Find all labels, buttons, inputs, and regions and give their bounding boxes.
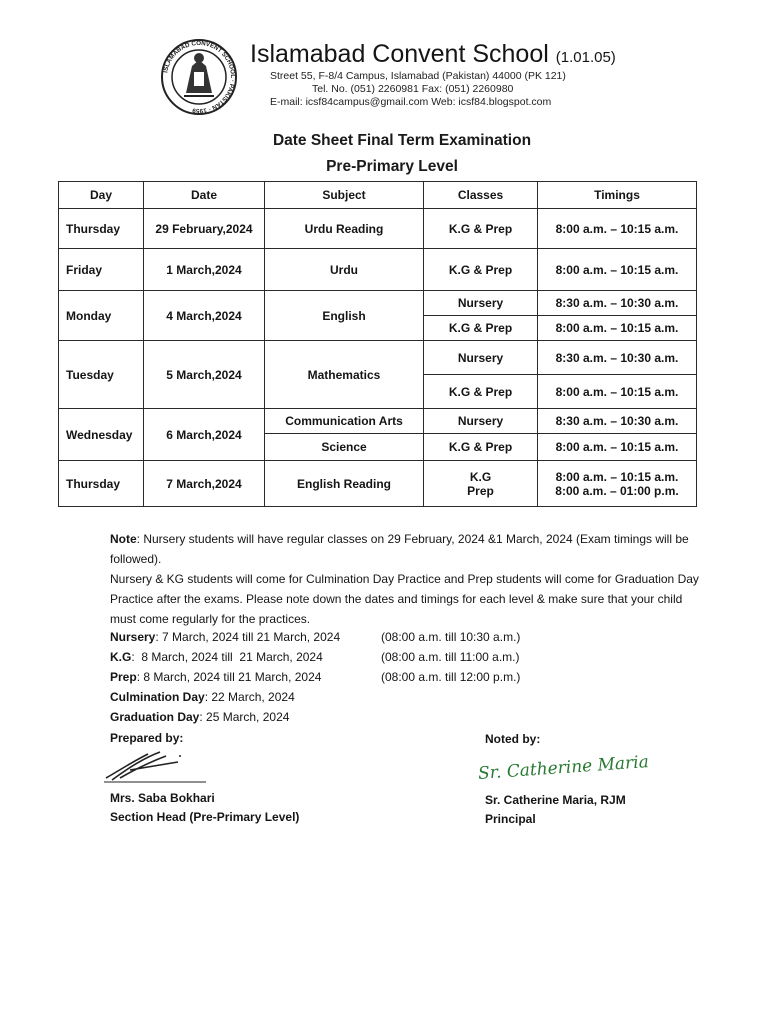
cell-date: 6 March,2024: [144, 409, 265, 461]
table-row: [59, 409, 697, 434]
cell-subject: English Reading: [265, 461, 424, 507]
table-row: [59, 341, 697, 375]
table-row: [59, 291, 697, 316]
cell-timings: 8:00 a.m. – 10:15 a.m.: [538, 375, 697, 409]
cell-day: Thursday: [59, 209, 144, 249]
schedule-kg-time: (08:00 a.m. till 11:00 a.m.): [381, 650, 520, 664]
noted-signature: Sr. Catherine Maria: [477, 752, 650, 784]
cell-timings: 8:30 a.m. – 10:30 a.m.: [538, 409, 697, 434]
cell-classes: K.G & Prep: [424, 249, 538, 291]
cell-date: 4 March,2024: [144, 291, 265, 341]
cell-day: Wednesday: [59, 409, 144, 461]
noted-name: Sr. Catherine Maria, RJM: [485, 793, 626, 807]
cell-classes: K.G & Prep: [424, 209, 538, 249]
header-timings: Timings: [538, 182, 697, 209]
header-date: Date: [144, 182, 265, 209]
cell-subject: Urdu: [265, 249, 424, 291]
note-paragraph: [110, 529, 700, 569]
culmination-day: Culmination Day: 22 March, 2024: [110, 690, 295, 704]
level-subtitle: Pre-Primary Level: [326, 158, 458, 175]
cell-day: Thursday: [59, 461, 144, 507]
cell-classes: Nursery: [424, 291, 538, 316]
cell-date: 29 February,2024: [144, 209, 265, 249]
table-row: [59, 461, 697, 507]
note-label: Note: [110, 532, 137, 546]
cell-classes: Nursery: [424, 341, 538, 375]
document-title: Date Sheet Final Term Examination: [272, 132, 532, 149]
school-name: Islamabad Convent School (1.01.05): [250, 40, 616, 68]
school-address: Street 55, F-8/4 Campus, Islamabad (Pakistan) 44000 (PK 121): [270, 70, 566, 82]
cell-date: 7 March,2024: [144, 461, 265, 507]
schedule-prep-dates: Prep: 8 March, 2024 till 21 March, 2024: [110, 670, 322, 684]
cell-classes: Nursery: [424, 409, 538, 434]
school-code: (1.01.05): [555, 49, 616, 66]
header-classes: Classes: [424, 182, 538, 209]
cell-timings: 8:00 a.m. – 10:15 a.m.: [538, 316, 697, 341]
table-header-row: [59, 182, 697, 209]
school-email-web: E-mail: icsf84campus@gmail.com Web: icsf84.blogspot.com: [270, 96, 552, 108]
table-row: [59, 249, 697, 291]
cell-day: Tuesday: [59, 341, 144, 409]
prepared-name: Mrs. Saba Bokhari: [110, 791, 215, 805]
cell-timings-line: 8:00 a.m. – 01:00 p.m.: [555, 483, 679, 498]
prepared-signature: [100, 748, 210, 788]
cell-classes: K.G & Prep: [424, 375, 538, 409]
cell-subject: Science: [265, 434, 424, 461]
cell-subject: Mathematics: [265, 341, 424, 409]
cell-date: 5 March,2024: [144, 341, 265, 409]
schedule-kg-dates: K.G: 8 March, 2024 till 21 March, 2024: [110, 650, 323, 664]
cell-timings: 8:00 a.m. – 10:15 a.m.: [538, 209, 697, 249]
cell-day: Friday: [59, 249, 144, 291]
cell-subject: Communication Arts: [265, 409, 424, 434]
table-row: [59, 209, 697, 249]
noted-by-label: Noted by:: [485, 732, 541, 746]
cell-timings: 8:00 a.m. – 10:15 a.m.: [538, 249, 697, 291]
cell-classes-line: K.G: [469, 469, 492, 484]
school-seal-logo: [160, 38, 238, 116]
graduation-day: Graduation Day: 25 March, 2024: [110, 710, 290, 724]
cell-timings: 8:00 a.m. – 10:15 a.m.: [538, 434, 697, 461]
cell-classes: [424, 461, 538, 507]
date-sheet-table: [58, 181, 697, 507]
cell-timings-line: 8:00 a.m. – 10:15 a.m.: [555, 469, 679, 484]
cell-day: Monday: [59, 291, 144, 341]
cell-subject: English: [265, 291, 424, 341]
schedule-nursery-dates: Nursery: 7 March, 2024 till 21 March, 2024: [110, 630, 341, 644]
cell-classes-line: Prep: [467, 483, 494, 498]
svg-text:ISLAMABAD CONVENT SCHOOL · PAK: ISLAMABAD CONVENT SCHOOL · PAKISTAN · 1959: [162, 39, 237, 115]
cell-timings: [538, 461, 697, 507]
note-text: : Nursery students will have regular classes on 29 February, 2024 &1 March, 2024 (Exam timings will be followed).: [110, 532, 689, 566]
prepared-by-label: Prepared by:: [110, 731, 184, 745]
cell-date: 1 March,2024: [144, 249, 265, 291]
header-subject: Subject: [265, 182, 424, 209]
prepared-title: Section Head (Pre-Primary Level): [110, 810, 300, 824]
practice-paragraph: Nursery & KG students will come for Culmination Day Practice and Prep students will come for Graduation Day Practice after the exams. Please note down the dates and timings for each level & make sure that your child must come regularly for the practices.: [110, 572, 699, 626]
cell-classes: K.G & Prep: [424, 316, 538, 341]
schedule-prep-time: (08:00 a.m. till 12:00 p.m.): [381, 670, 521, 684]
cell-timings: 8:30 a.m. – 10:30 a.m.: [538, 341, 697, 375]
cell-timings: 8:30 a.m. – 10:30 a.m.: [538, 291, 697, 316]
header-day: Day: [59, 182, 144, 209]
noted-title: Principal: [485, 812, 536, 826]
schedule-nursery-time: (08:00 a.m. till 10:30 a.m.): [381, 630, 521, 644]
school-phone: Tel. No. (051) 2260981 Fax: (051) 2260980: [312, 83, 514, 95]
cell-classes: K.G & Prep: [424, 434, 538, 461]
cell-subject: Urdu Reading: [265, 209, 424, 249]
